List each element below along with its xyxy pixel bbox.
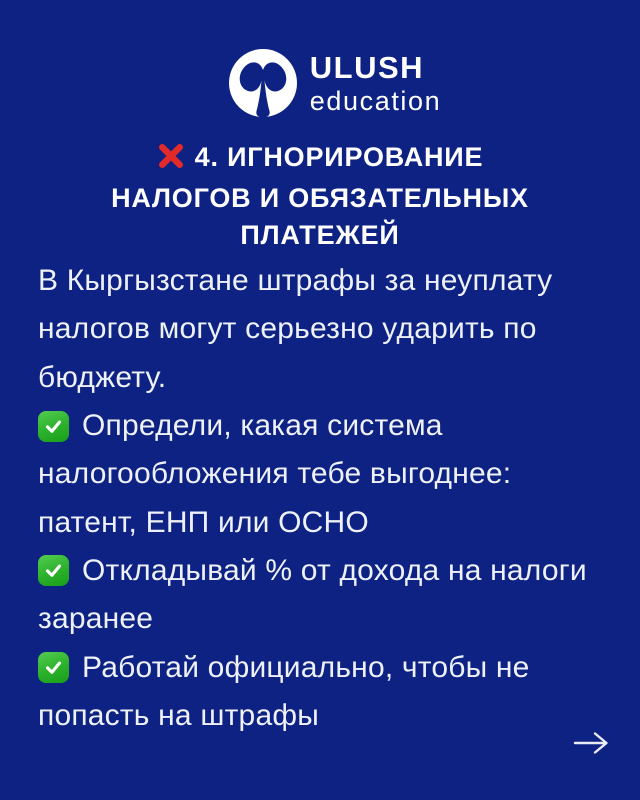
heading-line-2: НАЛОГОВ И ОБЯЗАТЕЛЬНЫХ bbox=[111, 183, 529, 213]
body-line bbox=[38, 450, 624, 498]
body-line bbox=[38, 402, 624, 450]
body-line bbox=[38, 692, 624, 740]
body-line-text: патент, ЕНП или ОСНО bbox=[38, 505, 369, 539]
logo bbox=[15, 49, 640, 117]
heading-line-3: ПЛАТЕЖЕЙ bbox=[240, 220, 400, 250]
next-arrow-icon[interactable] bbox=[572, 730, 610, 759]
body-line-text: заранее bbox=[38, 602, 154, 636]
body-line bbox=[38, 643, 624, 691]
ulush-bird-logo-icon bbox=[229, 49, 297, 117]
body-line bbox=[38, 354, 624, 402]
body-line-text: попасть на штрафы bbox=[38, 698, 319, 732]
heading-line-1: 4. ИГНОРИРОВАНИЕ bbox=[194, 142, 484, 172]
body-text bbox=[38, 257, 624, 740]
cross-mark-icon bbox=[157, 142, 185, 180]
body-line-text: бюджету. bbox=[38, 360, 167, 394]
body-line-text: налогообложения тебе выгоднее: bbox=[38, 457, 512, 491]
body-line-text: Откладывай % от дохода на налоги bbox=[82, 553, 587, 587]
body-line bbox=[38, 547, 624, 595]
body-line bbox=[38, 595, 624, 643]
brand-name: ULUSH bbox=[309, 49, 425, 85]
body-line bbox=[38, 257, 624, 305]
body-line-text: Определи, какая система bbox=[82, 409, 443, 443]
body-line-text: налогов могут серьезно ударить по bbox=[38, 312, 537, 346]
check-mark-icon bbox=[38, 652, 69, 683]
body-line bbox=[38, 498, 624, 546]
body-line-text: Работай официально, чтобы не bbox=[82, 650, 530, 684]
check-mark-icon bbox=[38, 411, 69, 442]
page-title bbox=[0, 139, 640, 254]
check-mark-icon bbox=[38, 555, 69, 586]
body-line-text: В Кыргызстане штрафы за неуплату bbox=[38, 264, 553, 298]
logo-text bbox=[309, 49, 442, 116]
body-line bbox=[38, 305, 624, 353]
brand-subtitle: education bbox=[309, 85, 442, 116]
